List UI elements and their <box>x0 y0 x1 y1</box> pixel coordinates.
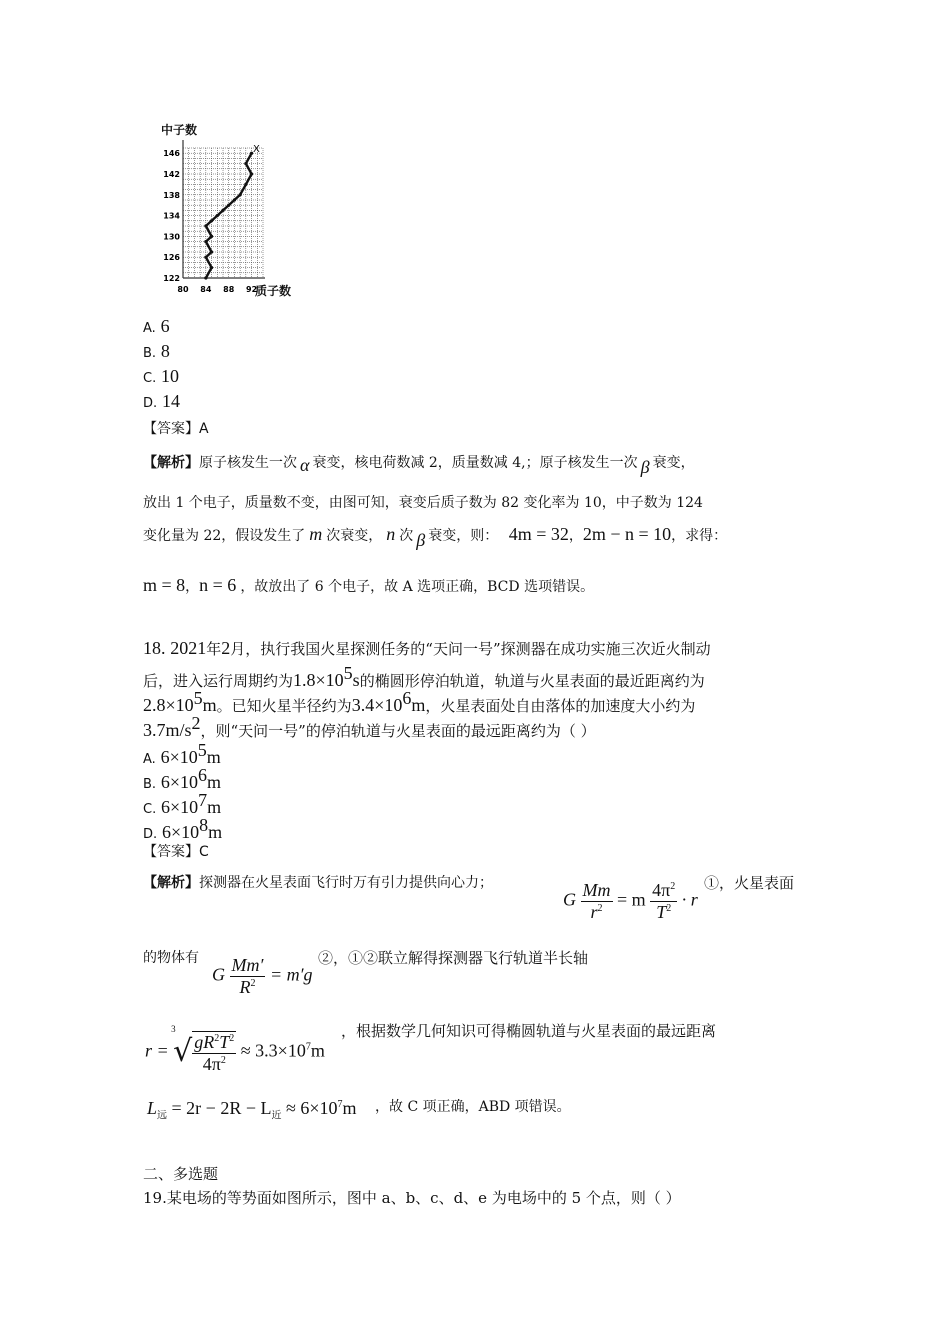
y-tick-label: 138 <box>163 190 180 200</box>
text: · r <box>681 889 698 910</box>
q17-analysis-line1 <box>143 451 695 477</box>
denominator: R <box>239 977 251 997</box>
decay-point <box>227 204 230 207</box>
text: ， <box>568 528 583 544</box>
text: ，则“天问一号”的停泊轨道与火星表面的最远距离约为（ ） <box>200 722 596 740</box>
option-value: 6×10 <box>161 822 200 842</box>
chart-point-label: X <box>253 144 260 155</box>
option-value: 6×10 <box>160 772 198 792</box>
exponent: 2 <box>191 713 201 733</box>
decay-point <box>204 240 207 243</box>
text: = 2r − 2R − L <box>171 1098 272 1118</box>
text: = m′g <box>269 964 313 985</box>
q18-formula1 <box>563 880 698 923</box>
q18-line3 <box>143 688 695 716</box>
cube-root: 3 √ $\frac{gR^2T^2}{4\pi^2}$ <box>171 1024 235 1074</box>
option-value: 6×10 <box>160 747 198 767</box>
decay-point <box>216 214 219 217</box>
decay-point <box>250 172 253 175</box>
unit: m <box>207 797 222 817</box>
beta-symbol: β <box>416 530 426 550</box>
decay-point <box>239 193 242 196</box>
q17-option-a <box>143 316 170 337</box>
decay-point <box>204 256 207 259</box>
option-value: 6 <box>160 316 170 336</box>
fraction: $\frac{4\pi^2}{T^2}$ <box>652 880 676 922</box>
option-label: C. <box>143 802 157 817</box>
text: 变化量为 22，假设发生了 <box>143 528 306 544</box>
text: 2 <box>221 638 231 658</box>
option-value: 6×10 <box>161 797 199 817</box>
equation: 2m − n = 10 <box>582 524 672 544</box>
q18-formula3 <box>145 1024 325 1075</box>
q18-option-c <box>143 790 221 818</box>
var-m: m <box>309 524 323 544</box>
x-tick-label: 84 <box>200 285 212 294</box>
numerator-t: T <box>219 1031 230 1052</box>
q18-line2 <box>143 663 705 691</box>
exponent: 6 <box>198 765 207 785</box>
numerator: Mm <box>582 880 611 900</box>
text: = m <box>617 889 646 910</box>
text: 衰变，核电荷数减 2，质量数减 4,；原子核发生一次 <box>312 455 638 471</box>
q18-line1 <box>143 638 711 659</box>
option-label: C. <box>143 371 157 386</box>
y-tick-label: 134 <box>163 211 180 221</box>
symbol: G <box>212 964 225 985</box>
q18-analysis-line1 <box>143 872 493 892</box>
text: ，火星表面处自由落体的加速度大小约为 <box>425 697 696 715</box>
text: 年 <box>206 640 222 658</box>
text: ≈ 3.3×10 <box>240 1040 306 1061</box>
subscript: 远 <box>157 1110 168 1122</box>
alpha-symbol: α <box>300 455 310 475</box>
equation: m = 8 <box>143 575 186 595</box>
decay-point <box>244 162 247 165</box>
text: 衰变， <box>652 455 695 471</box>
option-value: 14 <box>161 391 180 411</box>
q18-option-d <box>143 815 222 843</box>
beta-symbol: β <box>640 457 650 477</box>
fraction: $\frac{gR^2T^2}{4\pi^2}$ <box>194 1031 235 1074</box>
exponent: 6 <box>402 688 412 708</box>
subscript: 近 <box>271 1110 282 1122</box>
decay-point <box>210 219 213 222</box>
q17-analysis-line4 <box>143 575 594 596</box>
chart-xticks <box>177 285 257 294</box>
root-index: 3 <box>171 1024 176 1034</box>
symbol: G <box>563 889 576 910</box>
denominator: T <box>656 902 667 922</box>
option-value: 10 <box>161 366 179 386</box>
exponent: 5 <box>197 740 207 760</box>
question-number: 18. <box>143 638 166 658</box>
q17-answer: 【答案】A <box>143 421 209 437</box>
chart-xlabel: 质子数 <box>255 284 292 298</box>
denominator: r <box>590 902 598 922</box>
text: 衰变，则： <box>428 528 499 544</box>
option-label: D. <box>143 827 158 842</box>
decay-point <box>204 224 207 227</box>
decay-point <box>210 266 213 269</box>
y-tick-label: 126 <box>163 253 180 263</box>
unit: m <box>411 695 426 715</box>
decay-point <box>204 276 207 279</box>
q18-circ2: ②，①②联立解得探测器飞行轨道半长轴 <box>318 949 589 967</box>
text: 的椭圆形停泊轨道，轨道与火星表面的最近距离约为 <box>359 672 705 690</box>
q18-analysis-line4: ，故 C 项正确，ABD 项错误。 <box>375 1099 571 1115</box>
q18-line4 <box>143 713 596 741</box>
equation: 4m = 32 <box>508 524 569 544</box>
option-label: D. <box>143 396 158 411</box>
q18-analysis-line2: 的物体有 <box>143 950 199 966</box>
decay-point <box>221 209 224 212</box>
exponent: 7 <box>198 790 208 810</box>
unit: m <box>310 1040 325 1061</box>
unit: m <box>206 747 221 767</box>
x-tick-label: 80 <box>177 285 189 294</box>
text: 。已知火星半径约为 <box>216 697 352 715</box>
q17-option-b <box>143 341 170 362</box>
text: ，求得： <box>671 528 728 544</box>
q18-answer: 【答案】C <box>143 844 209 860</box>
decay-point <box>210 250 213 253</box>
exponent: 5 <box>193 688 203 708</box>
unit: s <box>352 670 360 690</box>
q18-circ1: ①，火星表面 <box>704 874 795 892</box>
analysis-tag: 【解析】 <box>143 875 199 891</box>
value: 3.4×10 <box>351 695 403 715</box>
decay-point <box>210 235 213 238</box>
text: 次衰变， <box>326 528 383 544</box>
text: ， <box>185 579 200 595</box>
value: 2.8×10 <box>143 695 194 715</box>
y-tick-label: 146 <box>163 149 180 159</box>
denominator: 4π <box>202 1053 221 1074</box>
y-tick-label: 122 <box>163 274 180 283</box>
exponent: 8 <box>199 815 209 835</box>
q18-option-a <box>143 740 221 768</box>
exponent: 7 <box>305 1041 311 1053</box>
numerator: Mm′ <box>231 955 264 975</box>
fraction: $\frac{Mm}{r^2}$ <box>582 880 611 922</box>
fraction: $\frac{Mm'}{R^2}$ <box>231 955 264 997</box>
chart-yticks <box>163 149 180 283</box>
text: 探测器在火星表面飞行时万有引力提供向心力； <box>199 875 493 891</box>
chart-ylabel: 中子数 <box>161 123 198 137</box>
exponent: 5 <box>343 663 353 683</box>
q17-option-c <box>143 366 179 387</box>
text: 原子核发生一次 <box>199 455 297 471</box>
q19-line1: 19.某电场的等势面如图所示，图中 a、b、c、d、e 为电场中的 5 个点，则（ ） <box>143 1189 681 1207</box>
decay-chart <box>155 118 315 303</box>
equation: n = 6 <box>199 575 237 595</box>
analysis-tag: 【解析】 <box>143 455 199 471</box>
text: r = <box>145 1040 169 1061</box>
text: 2021 <box>170 638 207 658</box>
symbol: L <box>147 1098 158 1118</box>
unit: m <box>207 772 222 792</box>
text: 次 <box>399 528 414 544</box>
y-tick-label: 130 <box>163 232 180 242</box>
x-tick-label: 92 <box>246 285 258 294</box>
option-label: A. <box>143 321 156 336</box>
value: 1.8×10 <box>293 670 344 690</box>
q17-analysis-line2: 放出 1 个电子，质量数不变，由图可知，衰变后质子数为 82 变化率为 10，中子数为 124 <box>143 495 703 511</box>
numerator: gR <box>194 1031 215 1052</box>
q18-option-b <box>143 765 221 793</box>
decay-path-line <box>206 153 252 278</box>
text: 月，执行我国火星探测任务的“天问一号”探测器在成功实施三次近火制动 <box>230 640 711 658</box>
exponent: 7 <box>337 1099 343 1110</box>
value: 3.7m/s <box>143 720 192 740</box>
option-label: A. <box>143 752 156 767</box>
option-label: B. <box>143 777 157 792</box>
q18-analysis-line3: ，根据数学几何知识可得椭圆轨道与火星表面的最远距离 <box>341 1022 717 1040</box>
option-value: 8 <box>160 341 170 361</box>
q18-formula2 <box>212 955 313 998</box>
x-tick-label: 88 <box>223 285 235 294</box>
q18-formula4 <box>147 1098 357 1122</box>
var-n: n <box>386 524 396 544</box>
section-title: 二、多选题 <box>143 1165 219 1183</box>
text: ≈ 6×10 <box>285 1098 338 1118</box>
q17-analysis-line3 <box>143 524 728 550</box>
numerator: 4π <box>652 880 671 900</box>
text: 后，进入运行周期约为 <box>143 672 294 690</box>
text: ，故放出了 6 个电子，故 A 选项正确，BCD 选项错误。 <box>240 579 595 595</box>
unit: m <box>342 1098 357 1118</box>
q17-option-d <box>143 391 180 412</box>
unit: m <box>202 695 217 715</box>
option-label: B. <box>143 346 157 361</box>
y-tick-label: 142 <box>163 170 180 179</box>
decay-point <box>233 198 236 201</box>
unit: m <box>208 822 223 842</box>
decay-point <box>244 183 247 186</box>
